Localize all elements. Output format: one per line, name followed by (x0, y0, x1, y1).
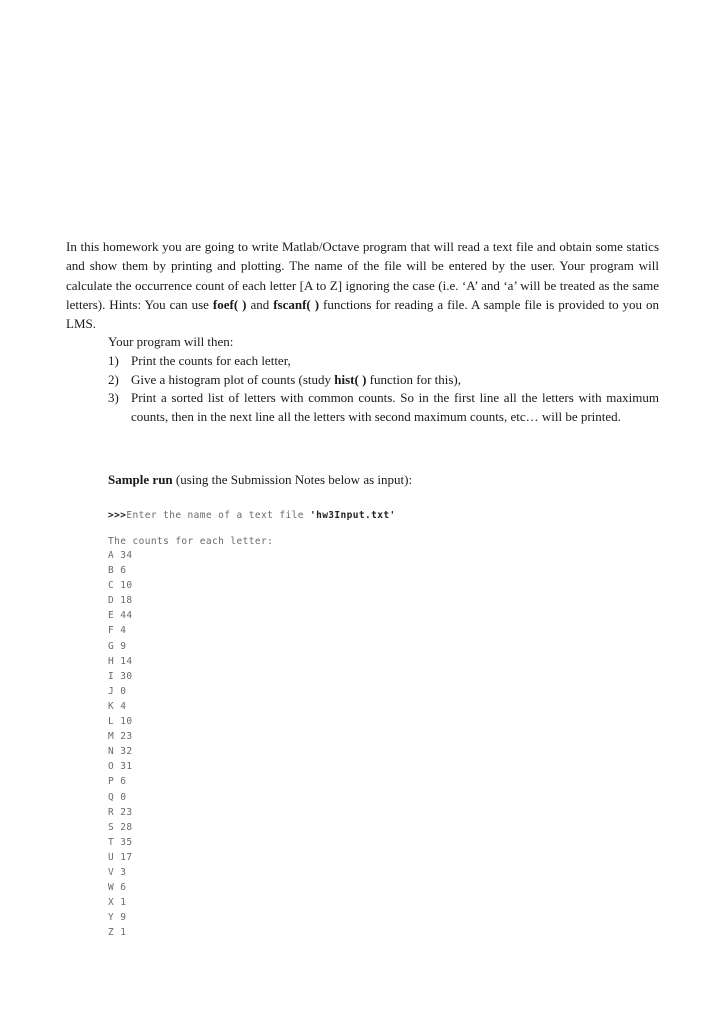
console-input-filename: 'hw3Input.txt' (309, 510, 396, 521)
letter-count-row: B 6 (108, 565, 127, 577)
console-prompt-line (108, 509, 396, 523)
intro-paragraph (66, 237, 659, 333)
steps-list (108, 352, 659, 426)
letter-count-row: Z 1 (108, 927, 127, 939)
sample-run-heading (108, 470, 412, 489)
step-number: 2) (108, 371, 119, 387)
intro-text-1: In this homework you are going to write Matlab/Octave program that will read a text file and obtain some statics and show them by printing and plotting. The name of the file will be entered by the user. Your program will calculate the occurrence count of each letter [A to Z] ignoring the case (i.e. ‘A’ and ‘a’ will be treated as the same letters). Hints: You can use (66, 239, 659, 312)
intro-text-2: and (246, 296, 274, 312)
letter-count-row: M 23 (108, 731, 133, 743)
sample-run-note: (using the Submission Notes below as input): (172, 472, 413, 487)
letter-count-row: O 31 (108, 761, 133, 773)
step-text-tail: function for this), (366, 371, 462, 387)
letter-count-row: V 3 (108, 866, 127, 878)
letter-count-row: R 23 (108, 806, 133, 818)
letter-count-row: P 6 (108, 776, 127, 788)
letter-count-row: W 6 (108, 882, 127, 894)
step-text: Print the counts for each letter, (131, 353, 291, 368)
step-text: Print a sorted list of letters with common counts. So in the first line all the letters with maximum counts, then in the next line all the letters with second maximum counts, etc… will be printed. (131, 390, 659, 424)
letter-count-row: Q 0 (108, 791, 127, 803)
intro-function-foef: foef( ) (212, 296, 247, 312)
letter-count-row: E 44 (108, 610, 133, 622)
letter-count-row: U 17 (108, 851, 133, 863)
program-then-line: Your program will then: (108, 334, 234, 349)
letter-count-row: J 0 (108, 685, 127, 697)
letter-count-row: N 32 (108, 746, 133, 758)
letter-count-row: L 10 (108, 716, 133, 728)
console-counts-title: The counts for each letter: (108, 536, 274, 547)
letter-count-row: K 4 (108, 700, 127, 712)
sample-run-label: Sample run (108, 472, 173, 487)
letter-count-row: Y 9 (108, 912, 127, 924)
letter-count-row: A 34 (108, 550, 133, 561)
step-item (108, 389, 659, 426)
step-text: Give a histogram plot of counts (study (131, 371, 335, 387)
step-item (108, 352, 659, 371)
letter-count-row: G 9 (108, 640, 127, 652)
letter-count-row: D 18 (108, 595, 133, 607)
letter-count-row: F 4 (108, 625, 127, 637)
letter-count-row: T 35 (108, 836, 133, 848)
letter-count-row: S 28 (108, 821, 133, 833)
console-prompt-arrows: >>> (108, 510, 127, 521)
letter-count-row: H 14 (108, 655, 133, 667)
letter-count-row: I 30 (108, 670, 133, 682)
intro-text-3: functions for reading a file. A sample file is provided to you on LMS. (66, 296, 659, 332)
intro-function-fscanf: fscanf( ) (273, 296, 320, 312)
step-item (108, 371, 659, 390)
letter-count-row: C 10 (108, 580, 133, 592)
letter-count-row: X 1 (108, 897, 127, 909)
console-counts-list (108, 548, 132, 940)
step-function-hist: hist( ) (334, 371, 367, 387)
step-number: 1) (108, 353, 119, 368)
step-number: 3) (108, 390, 119, 405)
console-prompt-text: Enter the name of a text file (126, 510, 310, 521)
